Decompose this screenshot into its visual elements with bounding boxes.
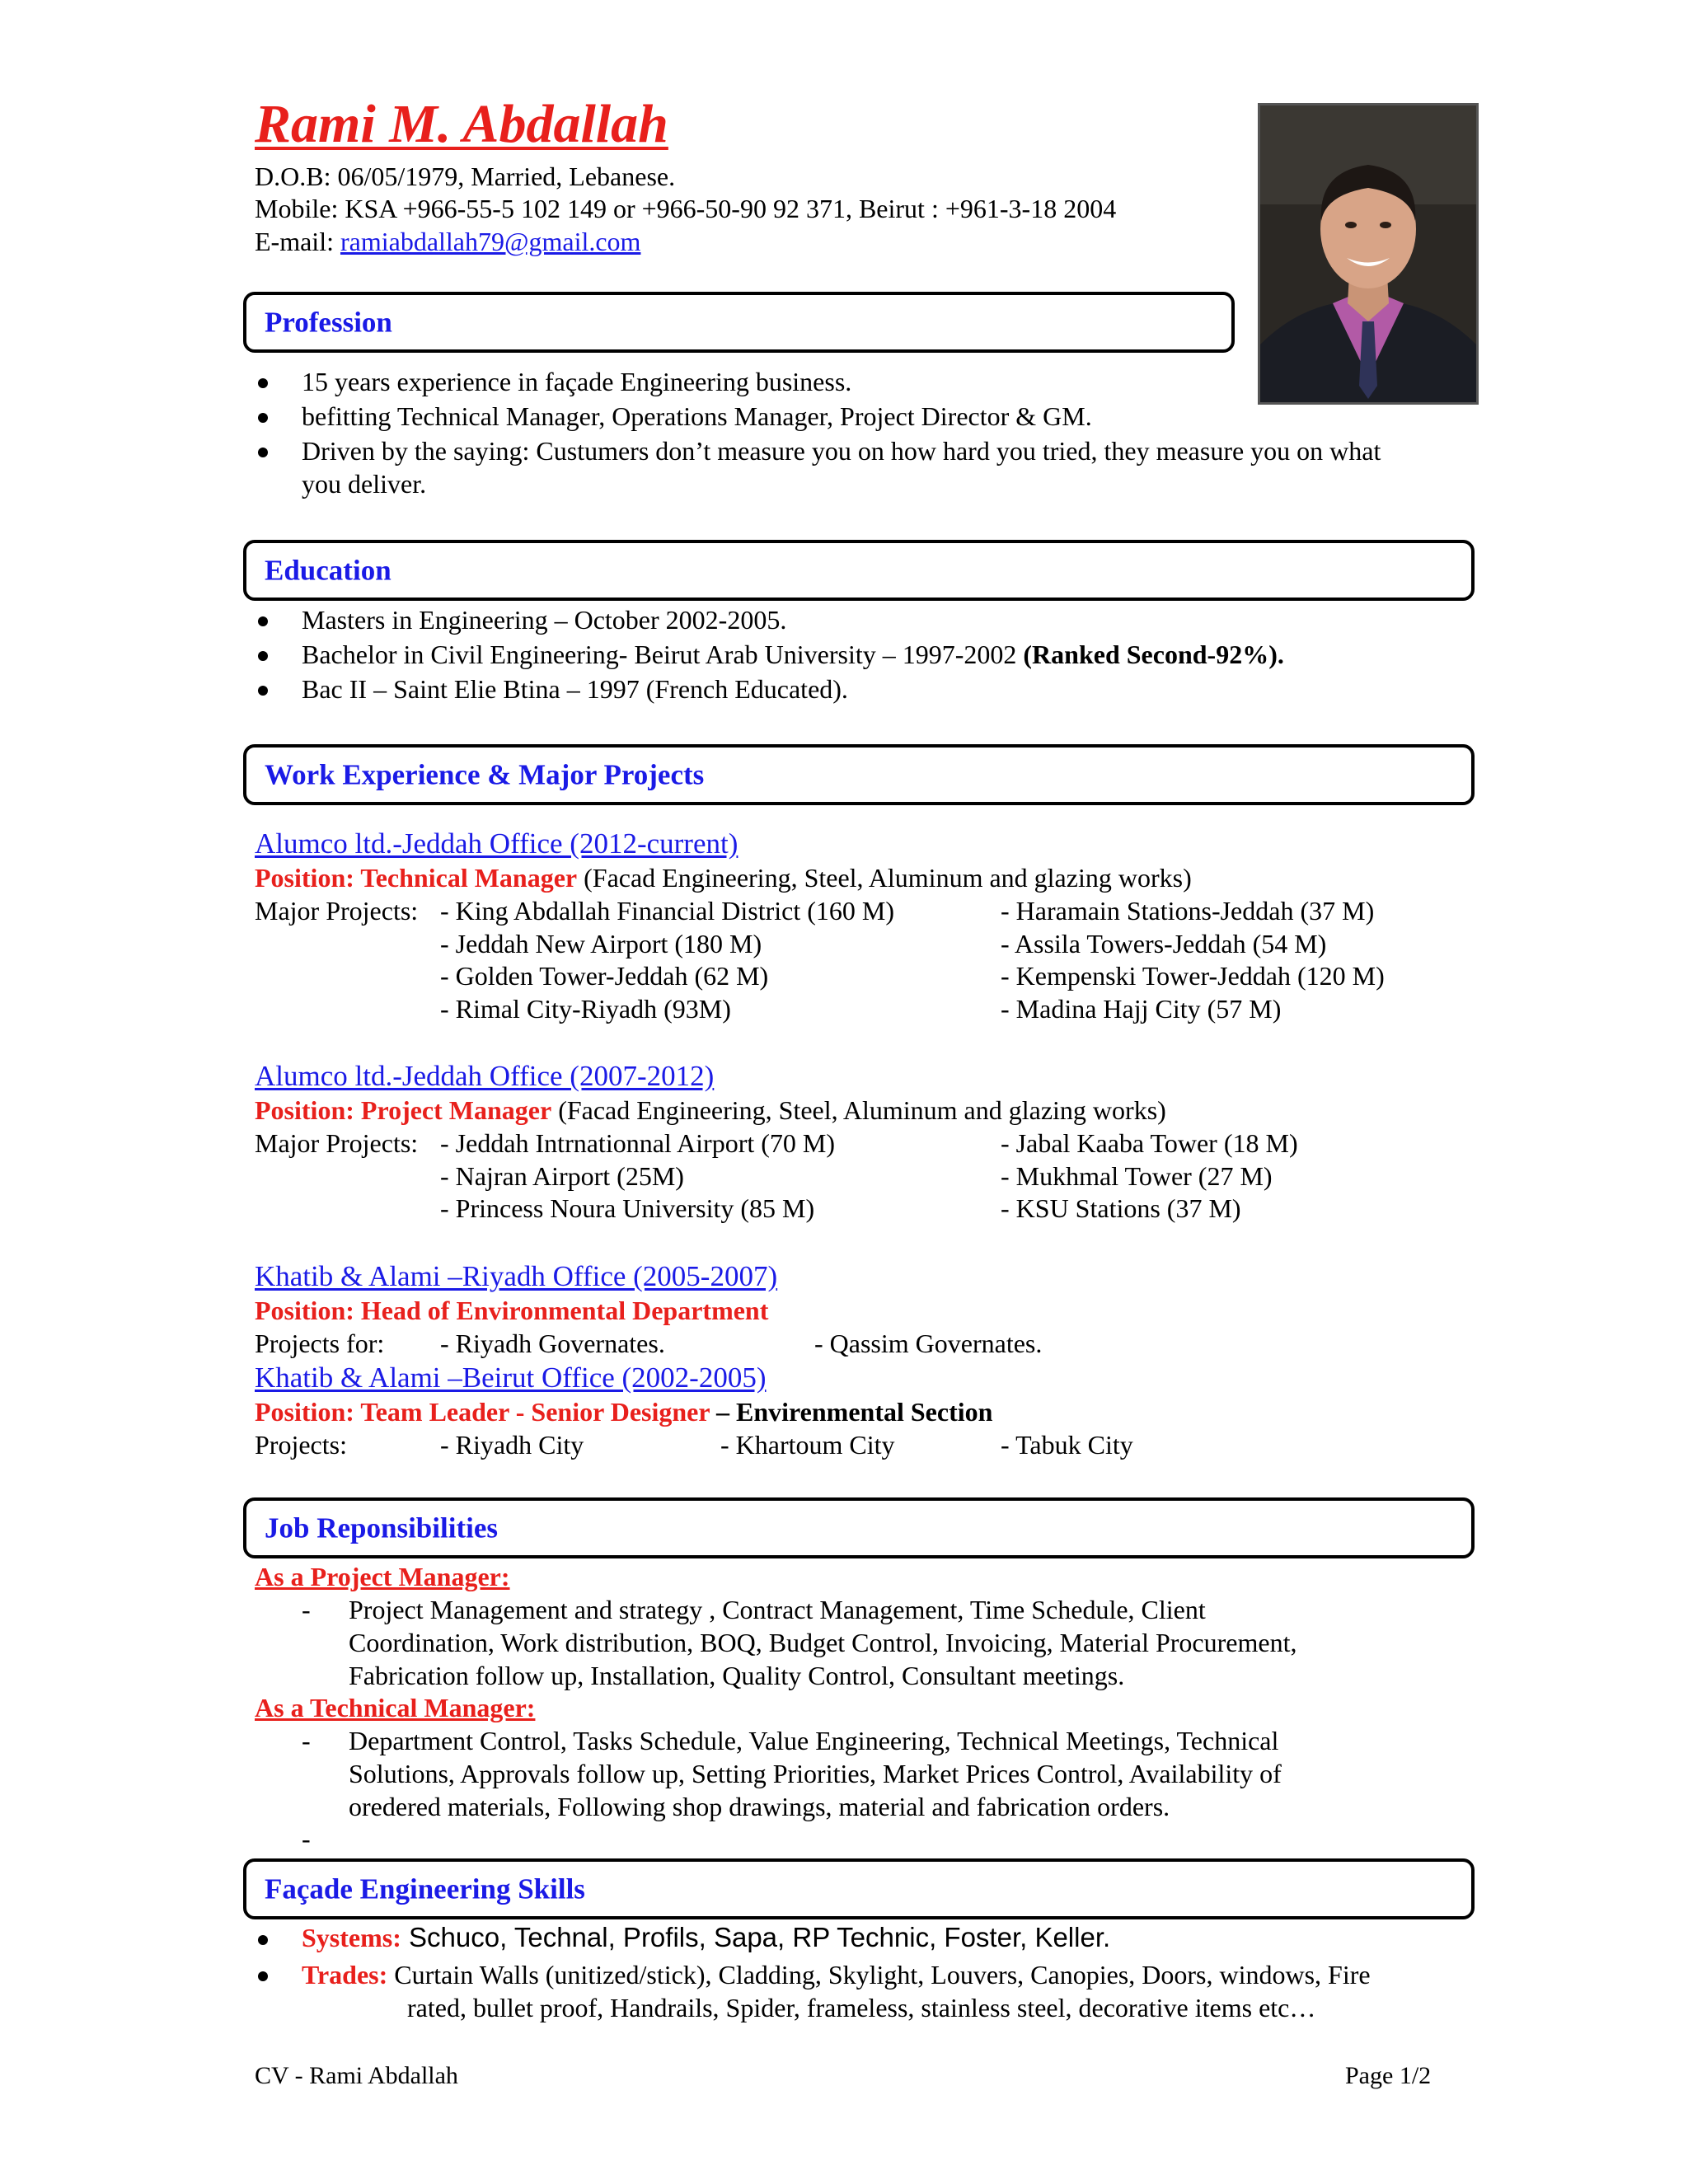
position-line: Position: Head of Environmental Department [255, 1296, 769, 1325]
project-item: - Khartoum City [720, 1430, 895, 1460]
role-heading: As a Project Manager: [255, 1562, 510, 1591]
profession-item: Driven by the saying: Custumers don’t measure you on how hard you tried, they measure you on what [255, 438, 1491, 467]
bullet-icon [258, 616, 268, 626]
projects-label: Major Projects: [255, 1128, 419, 1158]
footer-left: CV - Rami Abdallah [255, 2062, 458, 2089]
project-item: - Mukhmal Tower (27 M) [1001, 1161, 1273, 1191]
project-item: - Riyadh City [440, 1430, 584, 1460]
bullet-icon [258, 378, 268, 388]
candidate-name: Rami M. Abdallah [255, 94, 668, 154]
company-heading: Khatib & Alami –Riyadh Office (2005-2007) [255, 1260, 778, 1292]
education-section-box [243, 540, 1475, 601]
mobile-line: Mobile: KSA +966-55-5 102 149 or +966-50-90 92 371, Beirut : +961-3-18 2004 [255, 194, 1117, 223]
role-heading: As a Technical Manager: [255, 1693, 536, 1722]
projects-label: Major Projects: [255, 896, 419, 926]
responsibility-line: Solutions, Approvals follow up, Setting Priorities, Market Prices Control, Availability of [349, 1759, 1282, 1788]
bullet-icon [258, 448, 268, 457]
dash-marker: - [302, 1824, 311, 1854]
project-item: - Rimal City-Riyadh (93M) [440, 994, 731, 1024]
profession-item-continuation: you deliver. [302, 469, 427, 499]
responsibilities-heading: Job Reponsibilities [265, 1511, 498, 1544]
profile-photo [1258, 103, 1479, 405]
skills-section-box [243, 1858, 1475, 1919]
responsibility-line: Department Control, Tasks Schedule, Value Engineering, Technical Meetings, Technical [349, 1726, 1279, 1755]
profession-item: befitting Technical Manager, Operations Manager, Project Director & GM. [255, 403, 1491, 433]
responsibility-line: oredered materials, Following shop drawings, material and fabrication orders. [349, 1792, 1170, 1821]
project-item: - Jeddah Intrnationnal Airport (70 M) [440, 1128, 835, 1158]
position-line: Position: Project Manager (Facad Engineering, Steel, Aluminum and glazing works) [255, 1095, 1166, 1125]
project-item: - Princess Noura University (85 M) [440, 1193, 815, 1223]
project-item: - Kempenski Tower-Jeddah (120 M) [1001, 961, 1385, 991]
responsibilities-section-box [243, 1497, 1475, 1558]
bullet-icon [258, 1935, 268, 1945]
responsibility-line: Project Management and strategy , Contract Management, Time Schedule, Client [349, 1595, 1206, 1624]
education-heading: Education [265, 554, 392, 587]
work-section-box [243, 744, 1475, 805]
project-item: - Madina Hajj City (57 M) [1001, 994, 1282, 1024]
skills-heading: Façade Engineering Skills [265, 1872, 585, 1905]
project-item: - Riyadh Governates. [440, 1329, 665, 1358]
profession-item: 15 years experience in façade Engineering business. [255, 368, 1491, 398]
project-item: - King Abdallah Financial District (160 M) [440, 896, 895, 926]
company-heading: Alumco ltd.-Jeddah Office (2012-current) [255, 827, 738, 860]
skills-item: Systems: Schuco, Technal, Profils, Sapa, RP Technic, Foster, Keller. [255, 1924, 1491, 1957]
company-heading: Khatib & Alami –Beirut Office (2002-2005) [255, 1361, 767, 1394]
project-item: - Jabal Kaaba Tower (18 M) [1001, 1128, 1298, 1158]
portrait-image [1260, 105, 1476, 402]
bullet-icon [258, 1971, 268, 1981]
project-item: - Najran Airport (25M) [440, 1161, 684, 1191]
position-line: Position: Technical Manager (Facad Engineering, Steel, Aluminum and glazing works) [255, 863, 1192, 893]
page-number: Page 1/2 [1345, 2062, 1432, 2089]
education-item: Masters in Engineering – October 2002-2005. [255, 607, 1491, 636]
responsibility-line: Fabrication follow up, Installation, Quality Control, Consultant meetings. [349, 1661, 1125, 1690]
education-item: Bac II – Saint Elie Btina – 1997 (French Educated). [255, 676, 1491, 705]
email-link[interactable]: ramiabdallah79@gmail.com [340, 227, 641, 256]
dash-marker: - [302, 1595, 311, 1624]
skills-item: Trades: Curtain Walls (unitized/stick), Cladding, Skylight, Louvers, Canopies, Doors, windows, Fire [255, 1961, 1491, 1991]
bullet-icon [258, 651, 268, 661]
dob-line: D.O.B: 06/05/1979, Married, Lebanese. [255, 162, 676, 191]
project-item: - Golden Tower-Jeddah (62 M) [440, 961, 769, 991]
project-item: - Jeddah New Airport (180 M) [440, 929, 762, 958]
education-item: Bachelor in Civil Engineering- Beirut Arab University – 1997-2002 (Ranked Second-92%). [255, 641, 1491, 671]
bullet-icon [258, 686, 268, 696]
project-item: - Assila Towers-Jeddah (54 M) [1001, 929, 1327, 958]
project-item: - Haramain Stations-Jeddah (37 M) [1001, 896, 1375, 926]
profession-section-box [243, 292, 1235, 353]
bullet-icon [258, 413, 268, 423]
project-item: - KSU Stations (37 M) [1001, 1193, 1241, 1223]
work-heading: Work Experience & Major Projects [265, 758, 705, 791]
email-line [255, 228, 640, 255]
company-heading: Alumco ltd.-Jeddah Office (2007-2012) [255, 1060, 715, 1092]
position-line: Position: Team Leader - Senior Designer – Envirenmental Section [255, 1397, 993, 1427]
dash-marker: - [302, 1726, 311, 1755]
projects-label: Projects: [255, 1430, 347, 1460]
project-item: - Tabuk City [1001, 1430, 1133, 1460]
responsibility-line: Coordination, Work distribution, BOQ, Budget Control, Invoicing, Material Procurement, [349, 1628, 1297, 1657]
skills-item-continuation: rated, bullet proof, Handrails, Spider, frameless, stainless steel, decorative items etc… [407, 1993, 1316, 2022]
profession-heading: Profession [265, 306, 392, 339]
ranking-highlight: (Ranked Second-92%). [1023, 640, 1284, 669]
email-label: E-mail: [255, 227, 340, 256]
projects-label: Projects for: [255, 1329, 385, 1358]
project-item: - Qassim Governates. [814, 1329, 1043, 1358]
